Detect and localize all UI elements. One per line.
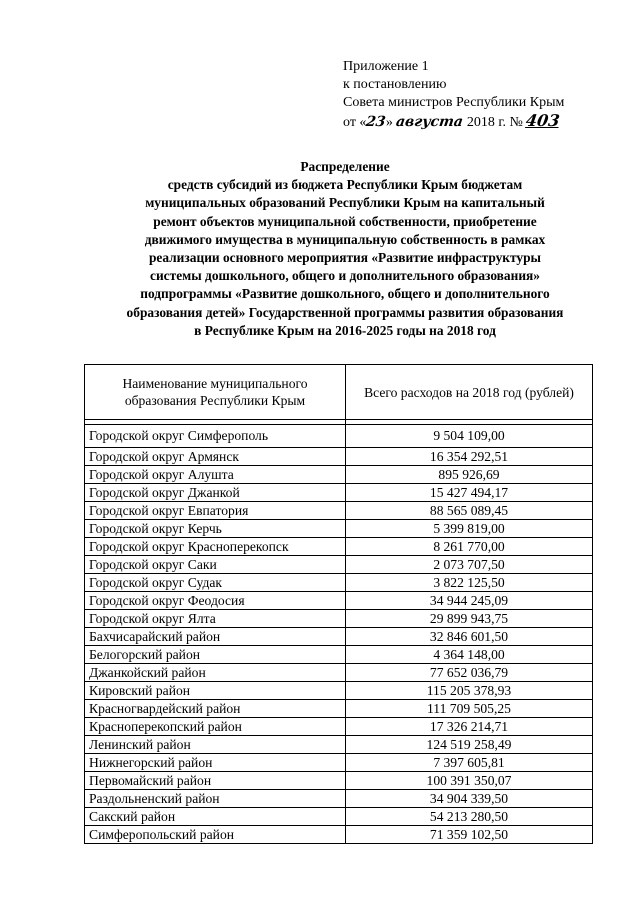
distribution-table	[84, 364, 593, 844]
amount-value: 29 899 943,75	[346, 610, 593, 628]
table-row	[85, 520, 593, 538]
table-row	[85, 592, 593, 610]
title-line: движимого имущества в муниципальную собственность в рамках	[144, 231, 546, 247]
amount-value: 9 504 109,00	[346, 425, 593, 448]
amount-value: 15 427 494,17	[346, 484, 593, 502]
municipality-name: Первомайский район	[85, 772, 346, 790]
handwritten-month: августа	[395, 114, 465, 130]
amount-value: 100 391 350,07	[346, 772, 593, 790]
title-line: образования детей» Государственной программы развития образования	[126, 304, 564, 320]
amount-value: 111 709 505,25	[346, 700, 593, 718]
table-body	[85, 425, 593, 844]
municipality-name: Городской округ Симферополь	[85, 425, 346, 448]
municipality-name: Городской округ Красноперекопск	[85, 538, 346, 556]
handwritten-number: 403	[525, 111, 562, 130]
municipality-name: Городской округ Феодосия	[85, 592, 346, 610]
amount-value: 3 822 125,50	[346, 574, 593, 592]
table-row	[85, 574, 593, 592]
municipality-name: Симферопольский район	[85, 826, 346, 844]
title-line: системы дошкольного, общего и дополнительного образования»	[150, 268, 540, 284]
amount-value: 54 213 280,50	[346, 808, 593, 826]
amount-value: 124 519 258,49	[346, 736, 593, 754]
date-prefix: от «	[343, 115, 367, 130]
title-line: ремонт объектов муниципальной собственности, приобретение	[153, 213, 537, 229]
municipality-name: Городской округ Ялта	[85, 610, 346, 628]
amount-value: 7 397 605,81	[346, 754, 593, 772]
municipality-name: Городской округ Джанкой	[85, 484, 346, 502]
date-separator: »	[385, 115, 393, 130]
table-row	[85, 466, 593, 484]
amount-value: 4 364 148,00	[346, 646, 593, 664]
municipality-name: Городской округ Армянск	[85, 448, 346, 466]
table-row	[85, 646, 593, 664]
amount-value: 8 261 770,00	[346, 538, 593, 556]
title-line: Распределение	[300, 159, 390, 174]
amount-value: 34 944 245,09	[346, 592, 593, 610]
annex-reference: к постановлению	[343, 77, 447, 92]
table-row	[85, 664, 593, 682]
municipality-name: Сакский район	[85, 808, 346, 826]
handwritten-day: 23	[365, 114, 388, 130]
amount-value: 115 205 378,93	[346, 682, 593, 700]
table-header-row	[85, 365, 593, 420]
amount-value: 17 326 214,71	[346, 718, 593, 736]
column-header-amount: Всего расходов на 2018 год (рублей)	[346, 365, 593, 420]
municipality-name: Джанкойский район	[85, 664, 346, 682]
municipality-name: Бахчисарайский район	[85, 628, 346, 646]
municipality-name: Нижнегорский район	[85, 754, 346, 772]
amount-value: 5 399 819,00	[346, 520, 593, 538]
date-year: 2018 г. №	[463, 115, 527, 130]
municipality-name: Ленинский район	[85, 736, 346, 754]
amount-value: 32 846 601,50	[346, 628, 593, 646]
amount-value: 77 652 036,79	[346, 664, 593, 682]
municipality-name: Раздольненский район	[85, 790, 346, 808]
table-row	[85, 610, 593, 628]
amount-value: 71 359 102,50	[346, 826, 593, 844]
municipality-name: Городской округ Судак	[85, 574, 346, 592]
table-row	[85, 502, 593, 520]
amount-value: 88 565 089,45	[346, 502, 593, 520]
table-row	[85, 790, 593, 808]
table-row	[85, 808, 593, 826]
title-line: подпрограммы «Развитие дошкольного, общего и дополнительного	[140, 286, 550, 302]
annex-header	[343, 58, 564, 132]
municipality-name: Кировский район	[85, 682, 346, 700]
municipality-name: Городской округ Алушта	[85, 466, 346, 484]
table-row	[85, 682, 593, 700]
table-row	[85, 556, 593, 574]
table-row	[85, 425, 593, 448]
title-line: муниципальных образований Республики Крым на капитальный	[145, 195, 545, 211]
table-row	[85, 736, 593, 754]
table-row	[85, 628, 593, 646]
municipality-name: Красногвардейский район	[85, 700, 346, 718]
annex-issuer: Совета министров Республики Крым	[343, 95, 565, 110]
municipality-name: Белогорский район	[85, 646, 346, 664]
table-row	[85, 718, 593, 736]
table-row	[85, 448, 593, 466]
municipality-name: Городской округ Саки	[85, 556, 346, 574]
annex-date-line	[343, 112, 564, 132]
amount-value: 34 904 339,50	[346, 790, 593, 808]
municipality-name: Красноперекопский район	[85, 718, 346, 736]
table-row	[85, 826, 593, 844]
table-row	[85, 538, 593, 556]
annex-title: Приложение 1	[343, 59, 429, 74]
table-row	[85, 772, 593, 790]
title-line: реализации основного мероприятия «Развитие инфраструктуры	[148, 250, 542, 266]
amount-value: 2 073 707,50	[346, 556, 593, 574]
column-header-name: Наименование муниципального образования Республики Крым	[85, 365, 346, 420]
title-line: в Республике Крым на 2016-2025 годы на 2018 год	[194, 322, 496, 338]
municipality-name: Городской округ Евпатория	[85, 502, 346, 520]
amount-value: 16 354 292,51	[346, 448, 593, 466]
table-row	[85, 700, 593, 718]
table-row	[85, 754, 593, 772]
title-line: средств субсидий из бюджета Республики Крым бюджетам	[167, 177, 523, 193]
amount-value: 895 926,69	[346, 466, 593, 484]
table-row	[85, 484, 593, 502]
municipality-name: Городской округ Керчь	[85, 520, 346, 538]
document-title	[95, 158, 595, 340]
